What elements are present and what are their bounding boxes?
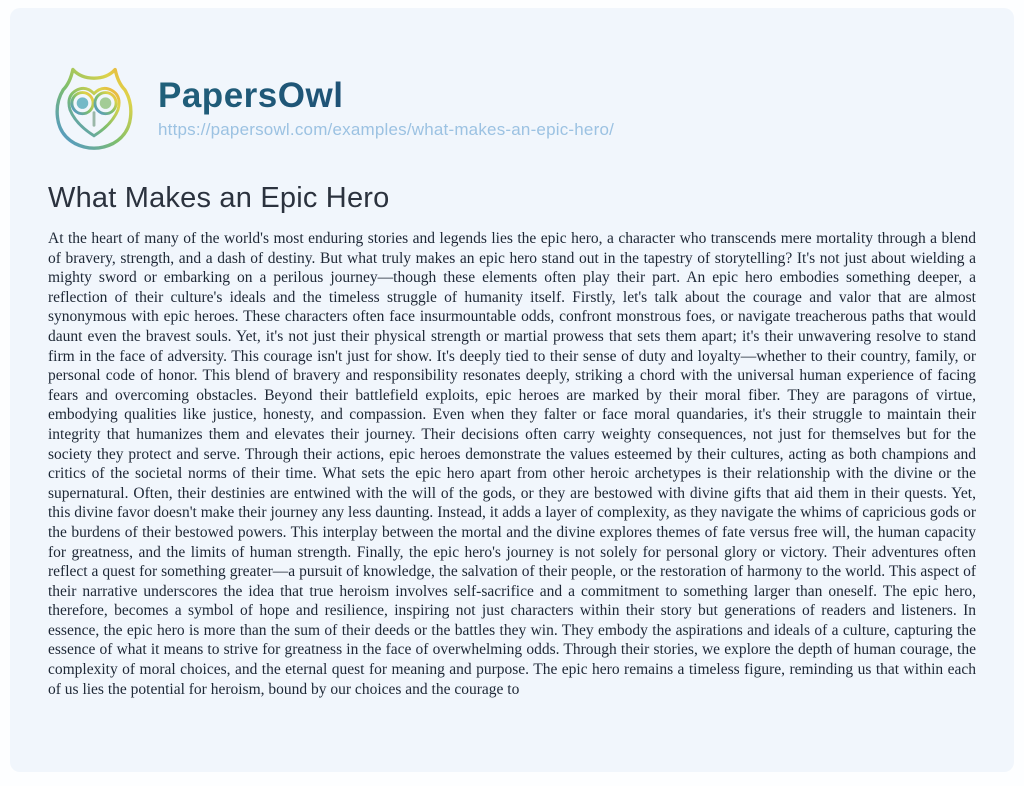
essay-body-text: At the heart of many of the world's most enduring stories and legends lies the epic hero, a character who transcends mere mortality through a blend of bravery, strength, and a dash of destiny. But what truly makes an epic hero stand out in the tapestry of storytelling? It's not just about wielding a mighty sword or embarking on a perilous journey—though these elements often play their part. An epic hero embodies something deeper, a reflection of their culture's ideals and the timeless struggle of humanity itself. Firstly, let's talk about the courage and valor that are almost synonymous with epic heroes. These characters often face insurmountable odds, confront monstrous foes, or navigate treacherous paths that would daunt even the bravest souls. Yet, it's not just their physical strength or martial prowess that sets them apart; it's their unwavering resolve to stand firm in the face of adversity. This courage isn't just for show. It's deeply tied to their sense of duty and loyalty—whether to their country, family, or personal code of honor. This blend of bravery and responsibility resonates deeply, striking a chord with the universal human experience of facing fears and overcoming obstacles. Beyond their battlefield exploits, epic heroes are marked by their moral fiber. They are paragons of virtue, embodying qualities like justice, honesty, and compassion. Even when they falter or face moral quandaries, it's their struggle to maintain their integrity that humanizes them and elevates their journey. Their decisions often carry weighty consequences, not just for themselves but for the society they protect and serve. Through their actions, epic heroes demonstrate the values esteemed by their cultures, acting as both champions and critics of the societal norms of their time. What sets the epic hero apart from other heroic archetypes is their relationship with the divine or the supernatural. Often, their destinies are entwined with the will of the gods, or they are bestowed with divine gifts that aid them in their quests. Yet, this divine favor doesn't make their journey any less daunting. Instead, it adds a layer of complexity, as they navigate the whims of capricious gods or the burdens of their bestowed powers. This interplay between the mortal and the divine explores themes of fate versus free will, the human capacity for greatness, and the limits of human strength. Finally, the epic hero's journey is not solely for personal glory or victory. Their adventures often reflect a quest for something greater—a pursuit of knowledge, the salvation of their people, or the restoration of harmony to the world. This aspect of their narrative underscores the idea that true heroism involves self-sacrifice and a commitment to something larger than oneself. The epic hero, therefore, becomes a symbol of hope and resilience, inspiring not just characters within their story but generations of readers and listeners. In essence, the epic hero is more than the sum of their deeds or the battles they win. They embody the aspirations and ideals of a culture, capturing the essence of what it means to strive for greatness in the face of overwhelming odds. Through their stories, we explore the depth of human courage, the complexity of moral choices, and the eternal quest for meaning and purpose. The epic hero remains a timeless figure, reminding us that within each of us lies the potential for heroism, bound by our choices and the courage to [48, 230, 976, 698]
content-card [10, 8, 1014, 772]
brand-name: PapersOwl [158, 76, 614, 116]
page-title: What Makes an Epic Hero [48, 182, 390, 214]
source-url-link[interactable]: https://papersowl.com/examples/what-makes-an-epic-hero/ [158, 120, 615, 139]
site-header [46, 58, 976, 154]
brand-text-block [158, 72, 614, 140]
owl-logo-icon [46, 58, 142, 154]
